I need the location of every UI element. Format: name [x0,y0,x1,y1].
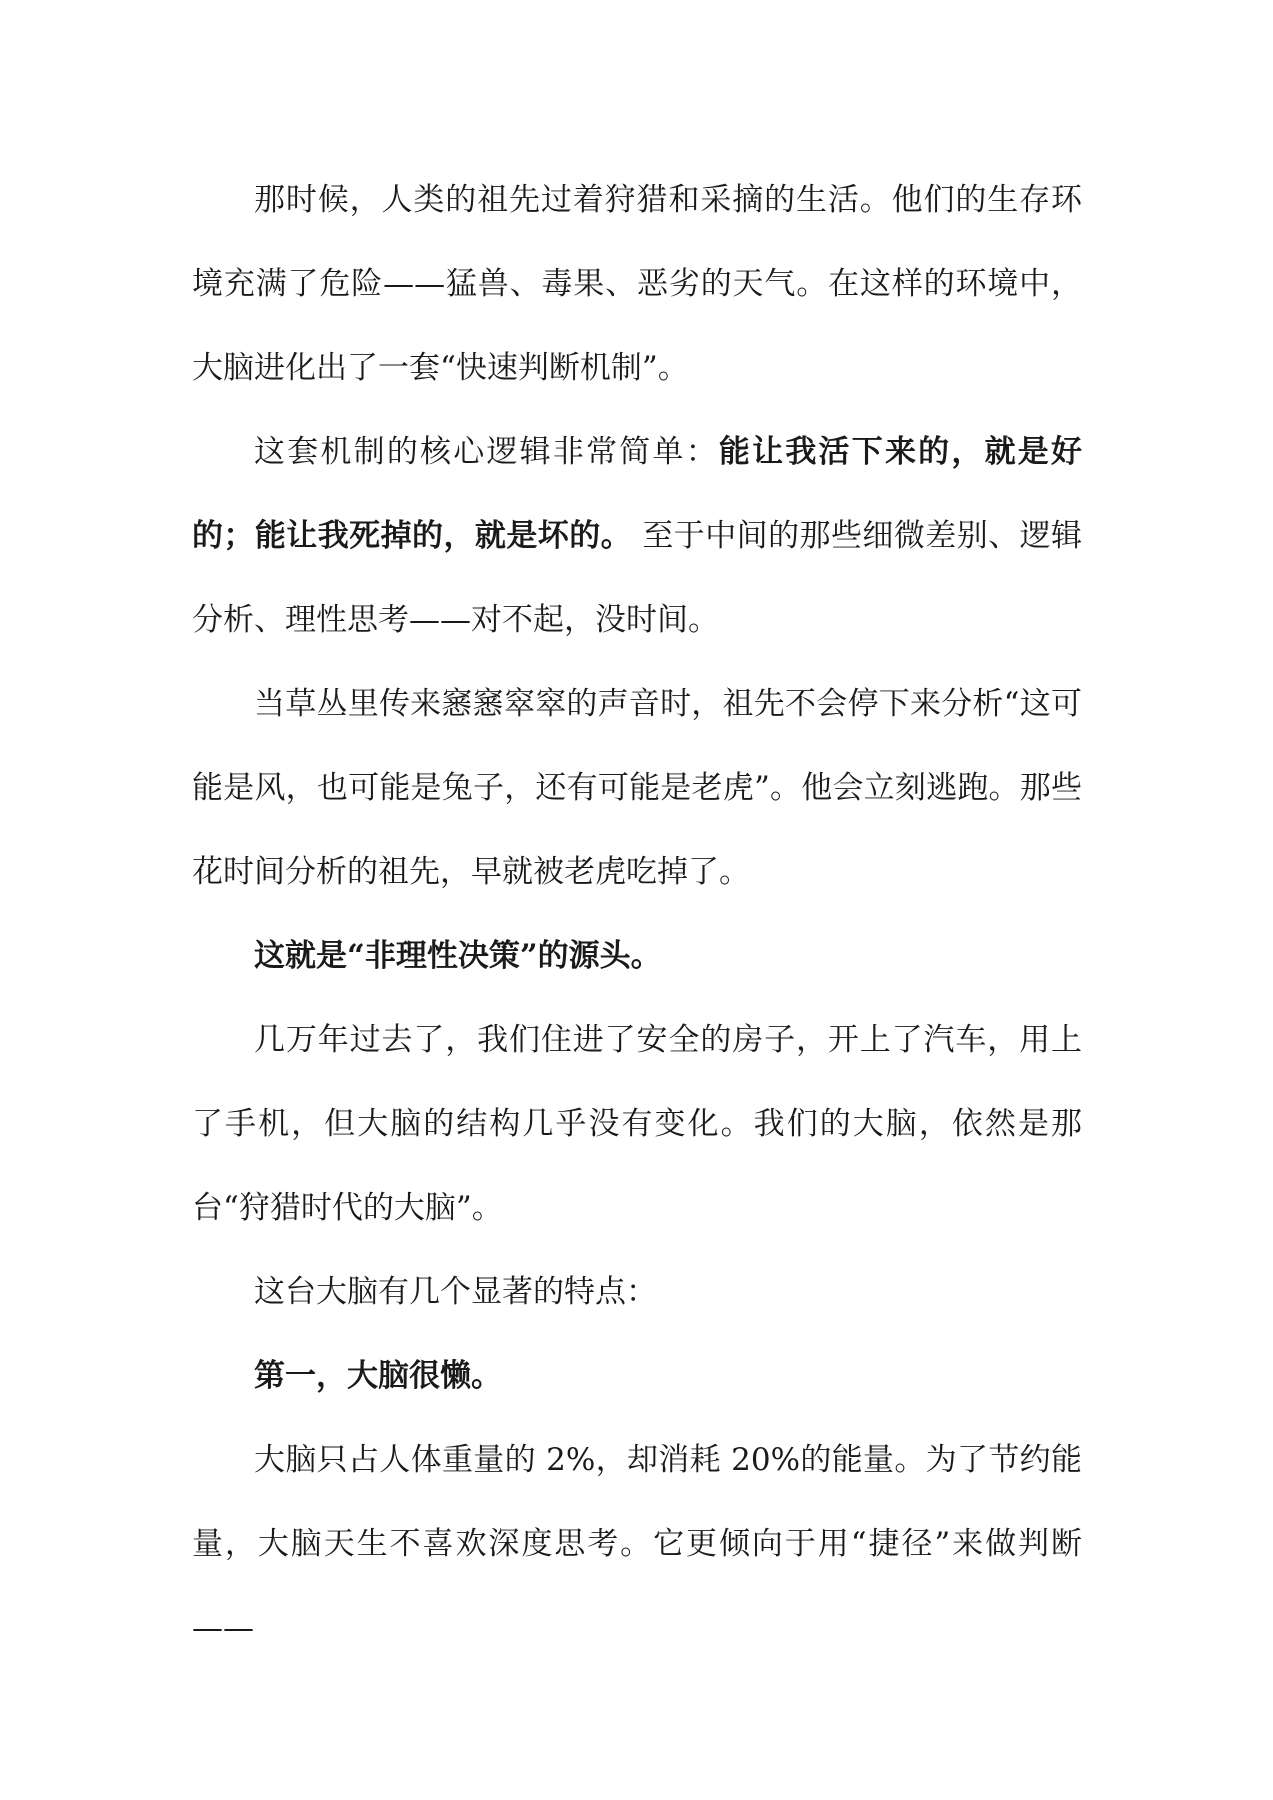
heading-brain-lazy: 第一，大脑很懒。 [254,1358,502,1394]
paragraph-hunter-ancestors: 那时候，人类的祖先过着狩猎和采摘的生活。他们的生存环境充满了危险——猛兽、毒果、恶劣的天气。在这样的环境中，大脑进化出了一套“快速判断机制”。 [192,182,1082,386]
paragraph-survival-logic-tail: 至于中间的那些细微差别、逻辑分析、理性思考——对不起，没时间。 [192,518,1083,638]
paragraph-hunting-era-brain: 几万年过去了，我们住进了安全的房子，开上了汽车，用上了手机，但大脑的结构几乎没有变化。我们的大脑，依然是那台“狩猎时代的大脑”。 [192,1022,1082,1226]
document-body [192,158,1082,1670]
paragraph-survival-logic-emphasis: 能让我活下来的，就是好的；能让我死掉的，就是坏的。 [192,434,1083,554]
paragraph-brain-energy: 大脑只占人体重量的 2%，却消耗 20%的能量。为了节约能量，大脑天生不喜欢深度思考。它更倾向于用“捷径”来做判断—— [192,1442,1082,1646]
paragraph-grass-rustle: 当草丛里传来窸窸窣窣的声音时，祖先不会停下来分析“这可能是风，也可能是兔子，还有可能是老虎”。他会立刻逃跑。那些花时间分析的祖先，早就被老虎吃掉了。 [192,686,1082,890]
heading-irrational-source: 这就是“非理性决策”的源头。 [254,938,662,974]
paragraph-brain-traits-intro: 这台大脑有几个显著的特点： [254,1274,657,1310]
paragraph-survival-logic [192,410,1082,662]
paragraph-survival-logic-lead: 这套机制的核心逻辑非常简单： [254,434,719,470]
